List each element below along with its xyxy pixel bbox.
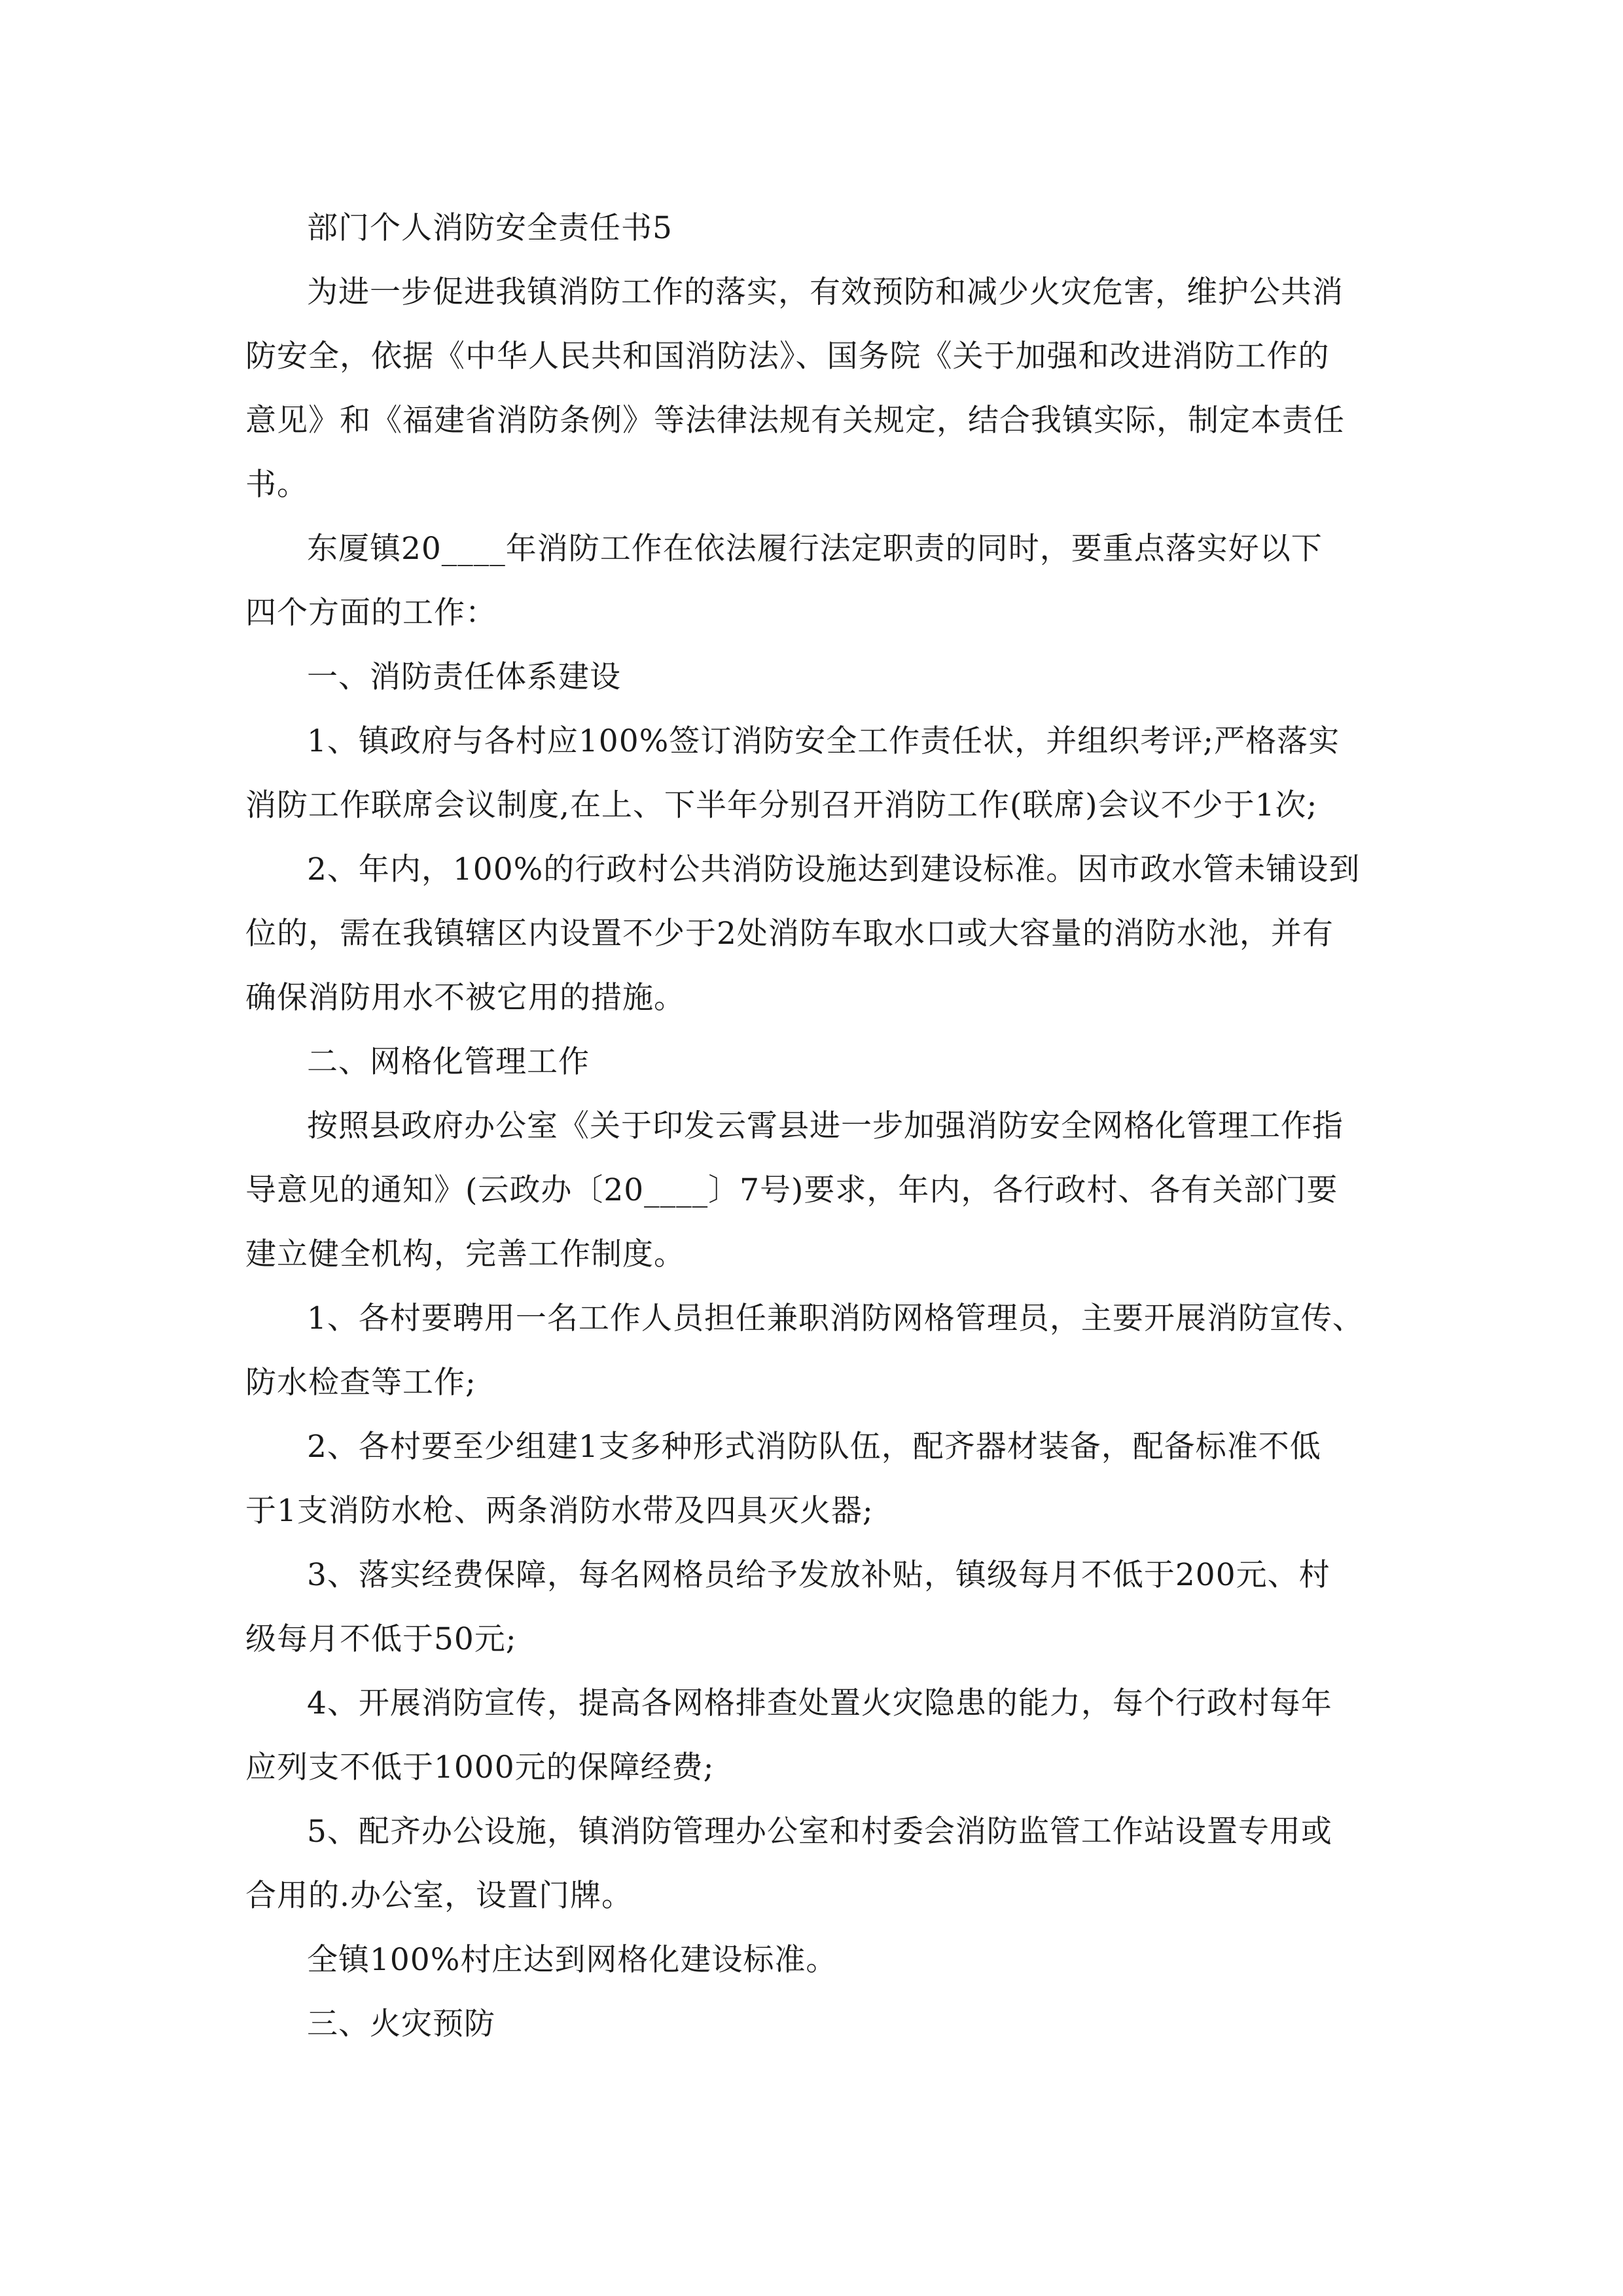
paragraph-line: 合用的.办公室，设置门牌。 (245, 1878, 633, 1914)
paragraph (245, 1415, 1384, 1543)
paragraph-line: 全镇100%村庄达到网格化建设标准。 (307, 1942, 838, 1978)
paragraph-line: 应列支不低于1000元的保障经费; (245, 1749, 715, 1785)
paragraph (245, 1928, 1384, 1992)
paragraph (245, 1800, 1384, 1928)
paragraph-line: 级每月不低于50元; (245, 1621, 517, 1657)
paragraph-line: 3、落实经费保障，每名网格员给予发放补贴，镇级每月不低于200元、村 (307, 1557, 1330, 1593)
section-heading (245, 645, 1384, 709)
paragraph-line: 四个方面的工作： (245, 595, 497, 631)
document-title: 部门个人消防安全责任书5 (307, 210, 673, 246)
paragraph-line: 防安全，依据《中华人民共和国消防法》、国务院《关于加强和改进消防工作的 (245, 338, 1330, 374)
paragraph-line: 4、开展消防宣传，提高各网格排查处置火灾隐患的能力，每个行政村每年 (307, 1685, 1332, 1721)
paragraph-line: 确保消防用水不被它用的措施。 (245, 980, 685, 1016)
paragraph (245, 260, 1384, 517)
paragraph-line: 按照县政府办公室《关于印发云霄县进一步加强消防安全网格化管理工作指 (307, 1108, 1344, 1144)
paragraph-line: 为进一步促进我镇消防工作的落实，有效预防和减少火灾危害，维护公共消 (307, 274, 1344, 310)
paragraph-line: 1、镇政府与各村应100%签订消防安全工作责任状，并组织考评;严格落实 (307, 723, 1340, 759)
paragraph (245, 1287, 1384, 1415)
document-body (245, 260, 1384, 2056)
paragraph-line: 书。 (245, 467, 308, 503)
paragraph-line: 位的，需在我镇辖区内设置不少于2处消防车取水口或大容量的消防水池，并有 (245, 916, 1334, 952)
section-heading (245, 1992, 1384, 2056)
paragraph-line: 2、各村要至少组建1支多种形式消防队伍，配齐器材装备，配备标准不低 (307, 1429, 1321, 1465)
paragraph (245, 517, 1384, 645)
paragraph-line: 消防工作联席会议制度,在上、下半年分别召开消防工作(联席)会议不少于1次; (245, 787, 1318, 823)
paragraph (245, 1094, 1384, 1287)
paragraph (245, 1672, 1384, 1800)
paragraph-line: 2、年内，100%的行政村公共消防设施达到建设标准。因市政水管未铺设到 (307, 852, 1361, 888)
paragraph (245, 709, 1384, 838)
paragraph-line: 建立健全机构，完善工作制度。 (245, 1236, 685, 1272)
document-page (245, 196, 1384, 2056)
paragraph (245, 838, 1384, 1030)
paragraph-line: 三、火灾预防 (307, 2006, 495, 2042)
paragraph-line: 一、消防责任体系建设 (307, 659, 621, 695)
paragraph-line: 于1支消防水枪、两条消防水带及四具灭火器; (245, 1493, 874, 1529)
paragraph-line: 二、网格化管理工作 (307, 1044, 590, 1080)
paragraph-line: 意见》和《福建省消防条例》等法律法规有关规定，结合我镇实际，制定本责任 (245, 403, 1345, 439)
paragraph-line: 5、配齐办公设施，镇消防管理办公室和村委会消防监管工作站设置专用或 (307, 1814, 1332, 1850)
paragraph-line: 东厦镇20____年消防工作在依法履行法定职责的同时，要重点落实好以下 (307, 531, 1323, 567)
section-heading (245, 1030, 1384, 1094)
paragraph (245, 1543, 1384, 1672)
paragraph-line: 导意见的通知》(云政办〔20____〕7号)要求，年内，各行政村、各有关部门要 (245, 1172, 1338, 1208)
paragraph-line: 防水检查等工作; (245, 1365, 476, 1401)
paragraph-line: 1、各村要聘用一名工作人员担任兼职消防网格管理员，主要开展消防宣传、 (307, 1300, 1364, 1336)
